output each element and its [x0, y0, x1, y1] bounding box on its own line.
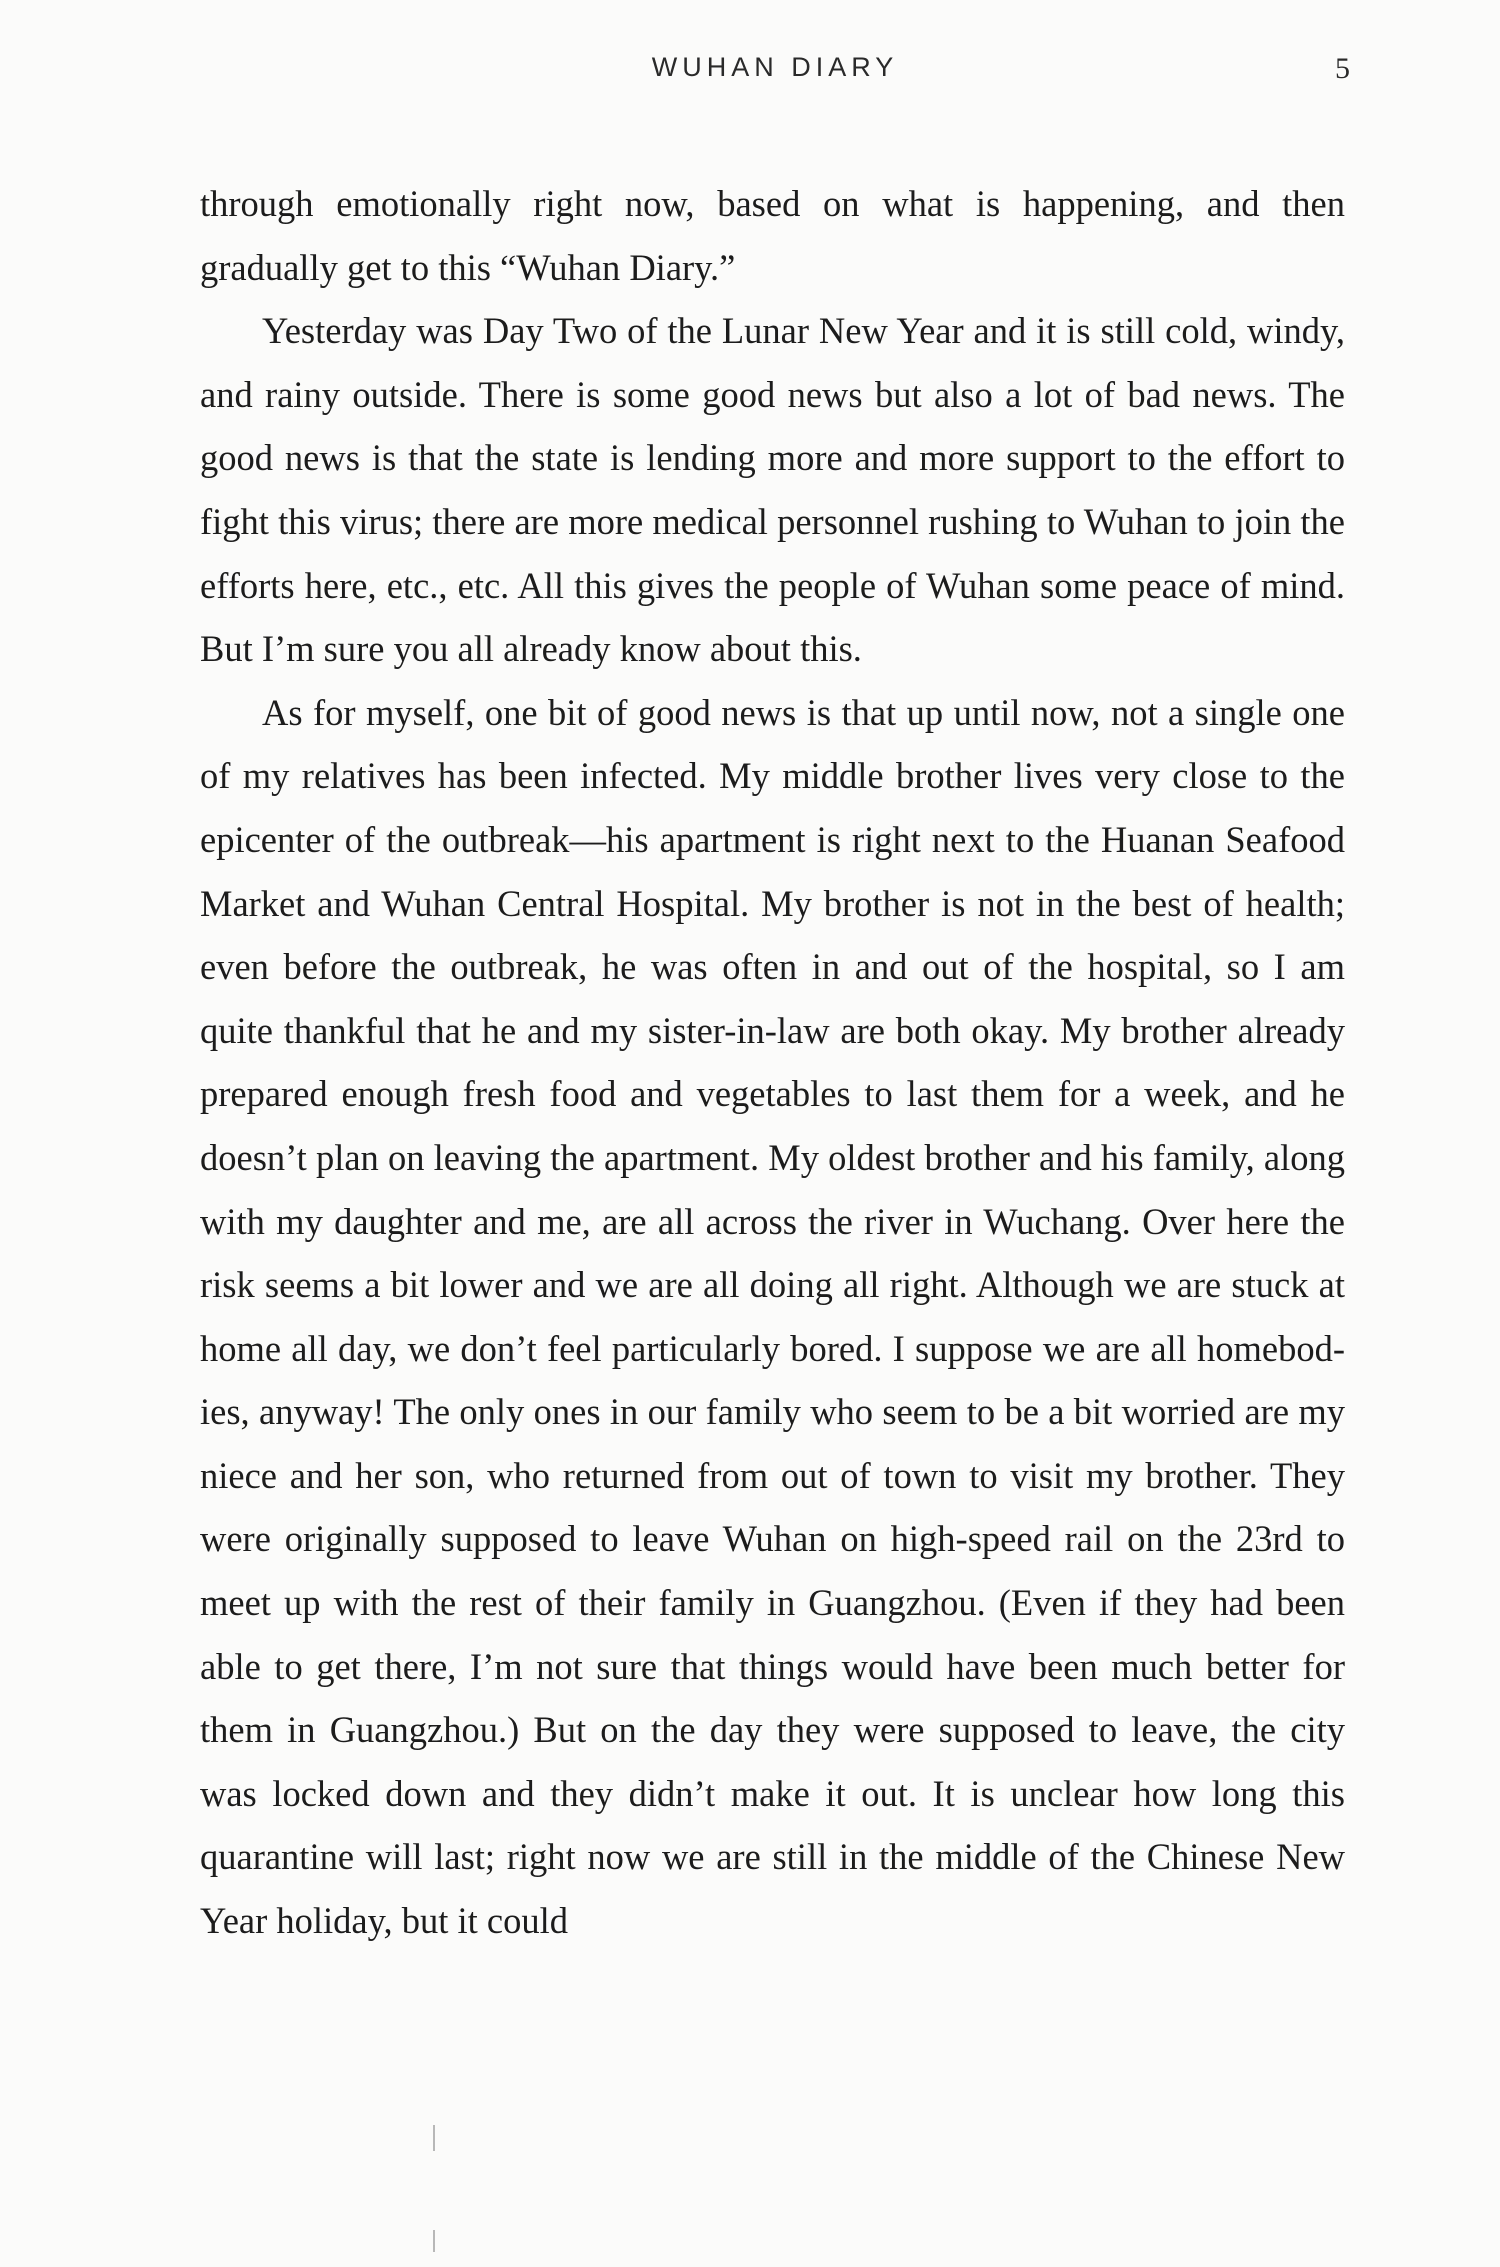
scan-artifact-mark	[433, 2230, 435, 2252]
page-number: 5	[1335, 52, 1350, 85]
paragraph-continued: through emotionally right now, based on what is happening, and then gradually get to this “Wuhan Diary.”	[200, 183, 1345, 288]
running-head	[200, 52, 1350, 102]
scan-artifact-mark	[433, 2125, 435, 2151]
paragraph: As for myself, one bit of good news is that up until now, not a single one of my relatives has been infected. My middle brother lives very close to the epicenter of the outbreak—his apartment is right next to the Huanan Seafood Market and Wuhan Central Hospital. My brother is not in the best of health; even before the outbreak, he was often in and out of the hospital, so I am quite thankful that he and my sister-in-law are both okay. My brother already prepared enough fresh food and vegetables to last them for a week, and he doesn’t plan on leaving the apartment. My oldest brother and his family, along with my daughter and me, are all across the river in Wuchang. Over here the risk seems a bit lower and we are all doing all right. Although we are stuck at home all day, we don’t feel particularly bored. I suppose we are all homebodies, anyway! The only ones in our family who seem to be a bit worried are my niece and her son, who returned from out of town to visit my brother. They were originally supposed to leave Wuhan on high-speed rail on the 23rd to meet up with the rest of their family in Guangzhou. (Even if they had been able to get there, I’m not sure that things would have been much better for them in Guangzhou.) But on the day they were supposed to leave, the city was locked down and they didn’t make it out. It is unclear how long this quarantine will last; right now we are still in the middle of the Chinese New Year holiday, but it could	[200, 691, 1345, 1942]
paragraph: Yesterday was Day Two of the Lunar New Year and it is still cold, windy, and rainy outside. There is some good news but also a lot of bad news. The good news is that the state is lending more and more support to the effort to fight this virus; there are more medical personnel rushing to Wuhan to join the efforts here, etc., etc. All this gives the people of Wuhan some peace of mind. But I’m sure you all already know about this.	[200, 310, 1345, 670]
body-text	[200, 172, 1345, 1953]
running-title: WUHAN DIARY	[651, 52, 899, 82]
